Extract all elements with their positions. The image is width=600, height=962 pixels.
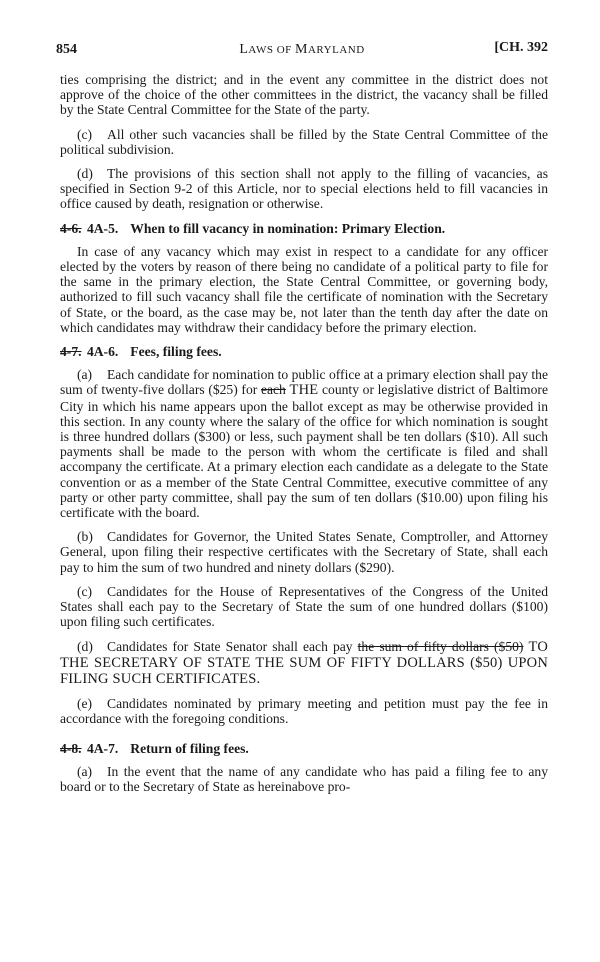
subsection-label: (b) (77, 529, 93, 545)
page-header (56, 42, 548, 62)
subsection-text: All other such vacancies shall be filled by the State Central Committee of the political subdivision. (60, 126, 548, 157)
new-section-number: 4A-5. (86, 220, 119, 236)
new-section-number: 4A-7. (86, 740, 119, 756)
new-section-number: 4A-6. (86, 344, 119, 360)
section-heading-4a7 (60, 741, 548, 756)
subsection-label: (a) (77, 763, 93, 779)
inserted-text: TO THE SECRETARY OF STATE THE SUM OF FIFTY DOLLARS ($50) UPON FILING SUCH CERTIFICATES. (60, 638, 548, 687)
page-number: 854 (56, 42, 77, 57)
continuation-paragraph: ties comprising the district; and in the event any committee in the district does not approve of the choice of the other committees in the district, the vacancy shall be filled by the State Central Committee for the State of the party. (60, 72, 548, 118)
subsection-label: (d) (77, 166, 93, 182)
subsection-text: Candidates nominated by primary meeting and petition must pay the fee in accordance with the foregoing conditions. (60, 696, 548, 727)
subsection-c (60, 584, 548, 630)
section-title: Return of filing fees. (130, 740, 249, 756)
section-heading-4a6 (60, 344, 548, 359)
section-title: Fees, filing fees. (130, 344, 222, 360)
subsection-label: (d) (77, 638, 93, 654)
section-4a5-paragraph: In case of any vacancy which may exist in respect to a candidate for any officer elected by the voters by reason of there being no candidate of a political party to file for the same in the primary election, the State Central Committee, or governing body, authorized to fill such vacancy shall file the certificate of nomination with the Secretary of State, or the board, as the case may be, not later than the tenth day after the date on which candidates may withdraw their candidacy before the primary election. (60, 243, 548, 335)
document-body (60, 72, 548, 803)
title-smallcaps: AWS OF (248, 44, 296, 56)
inserted-text: THE (289, 382, 319, 399)
subsection-b (60, 529, 548, 575)
subsection-text: In the event that the name of any candidate who has paid a filing fee to any board or to the Secretary of State as hereinabove pro- (60, 763, 548, 794)
running-title (56, 42, 548, 58)
subsection-text: Candidates for the House of Representatives of the Congress of the United States shall each pay to the Secretary of State the sum of one hundred dollars ($100) upon filing such certificates. (60, 583, 548, 630)
chapter-number: [CH. 392 (494, 40, 548, 55)
subsection-e (60, 696, 548, 726)
old-section-number: 4-6. (60, 220, 82, 236)
title-smallcaps: ARYLAND (307, 44, 365, 56)
section-title: When to fill vacancy in nomination: Primary Election. (130, 220, 446, 236)
title-initial: M (295, 42, 308, 57)
subsection-text: Candidates for State Senator shall each pay (107, 638, 353, 654)
old-section-number: 4-8. (60, 740, 82, 756)
subsection-a (60, 367, 548, 520)
subsection-label: (a) (77, 367, 93, 383)
section-heading-4a5 (60, 221, 548, 236)
subsection-label: (c) (77, 126, 93, 142)
struck-text: the sum of fifty dollars ($50) (357, 638, 524, 654)
subsection-d (60, 166, 548, 212)
subsection-label: (e) (77, 696, 93, 712)
title-initial: L (239, 42, 249, 57)
subsection-c (60, 127, 548, 157)
struck-text: each (260, 382, 286, 398)
old-section-number: 4-7. (60, 344, 82, 360)
subsection-text: county or legislative district of Baltimore City in which his name appears upon the ballot except as may be otherwise provided in this section. In any county where the salary of the office for which nomination is sought is three hundred dollars ($300) or less, such payment shall be ten dollars ($10). All such payments shall be made to the person with whom the certificate is filed and shall accompany the certificate. At a primary election each candidate as a delegate to the State convention or as a member of the State Central Committee, executive committee of any party or other party committee, shall pay the sum of ten dollars ($10.00) upon filing his certificate with the board. (60, 382, 548, 521)
subsection-label: (c) (77, 583, 93, 599)
subsection-a (60, 764, 548, 794)
subsection-text: The provisions of this section shall not apply to the filling of vacancies, as specified in Section 9-2 of this Article, nor to special elections held to fill vacancies in office caused by death, resignation or otherwise. (60, 166, 548, 212)
subsection-text: Each candidate for nomination to public office at a primary election shall pay the sum of twenty-five dollars ($25) for (60, 367, 549, 398)
subsection-d (60, 639, 548, 688)
subsection-text: Candidates for Governor, the United States Senate, Comptroller, and Attorney General, upon filing their respective certificates with the Secretary of State, shall each pay to him the sum of two hundred and ninety dollars ($290). (60, 529, 548, 575)
